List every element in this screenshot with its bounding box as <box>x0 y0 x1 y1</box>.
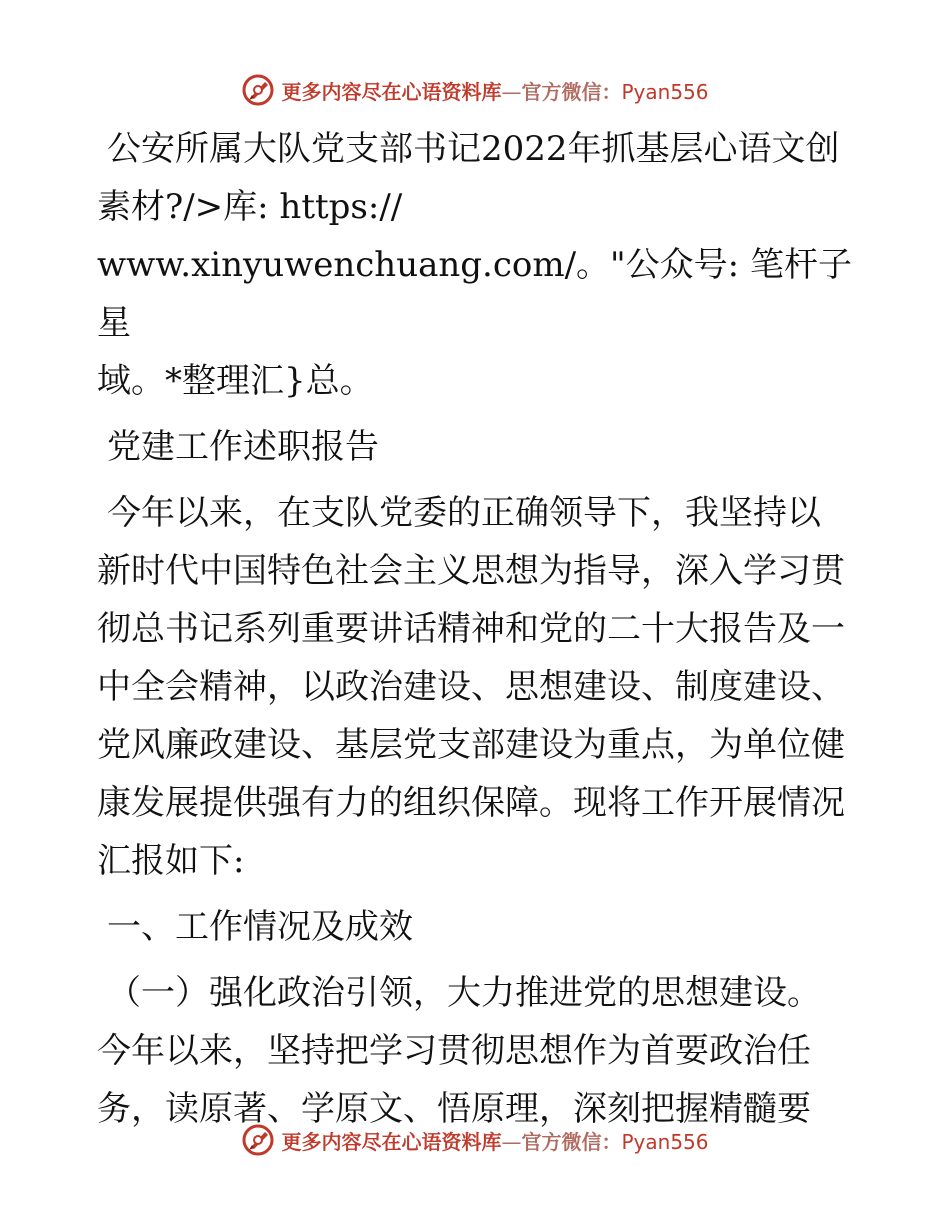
watermark-wechat-id: Pyan556 <box>621 79 709 104</box>
document-body <box>97 120 857 1138</box>
paragraph-line: 汇报如下: <box>97 841 245 881</box>
paragraph-line: 党风廉政建设、基层党支部建设为重点，为单位健 <box>97 725 845 765</box>
watermark-main-text: 更多内容尽在心语资料库 <box>281 1129 502 1154</box>
intro-line: www.xinyuwenchuang.com/。"公众号: 笔杆子星 <box>97 245 852 343</box>
header-watermark <box>0 68 950 112</box>
watermark-main-text: 更多内容尽在心语资料库 <box>281 79 502 104</box>
document-title: 党建工作述职报告 <box>107 427 379 467</box>
paragraph-line: 今年以来，坚持把学习贯彻思想作为首要政治任 <box>97 1031 811 1071</box>
paragraph-line: 彻总书记系列重要讲话精神和党的二十大报告及一 <box>97 609 845 649</box>
footer-watermark <box>0 1118 950 1162</box>
watermark-official-label: 官方微信： <box>521 79 622 104</box>
watermark-text <box>281 76 708 105</box>
paragraph-line: 务，读原著、学原文、悟原理，深刻把握精髓要 <box>97 1089 811 1129</box>
watermark-official-label: 官方微信： <box>521 1129 622 1154</box>
watermark-separator: — <box>501 79 522 104</box>
quill-pen-logo-icon <box>241 73 275 107</box>
quill-pen-logo-icon <box>241 1123 275 1157</box>
watermark-wechat-id: Pyan556 <box>621 1129 709 1154</box>
intro-line: 素材?/>库: https:// <box>97 187 403 227</box>
paragraph-line: 新时代中国特色社会主义思想为指导，深入学习贯 <box>97 551 845 591</box>
watermark-separator: — <box>501 1129 522 1154</box>
intro-line: 公安所属大队党支部书记2022年抓基层心语文创 <box>107 129 840 169</box>
paragraph-line: 今年以来，在支队党委的正确领导下，我坚持以 <box>107 493 821 533</box>
intro-line: 域。*整理汇}总。 <box>97 361 374 401</box>
watermark-text <box>281 1126 708 1155</box>
paragraph-line: 康发展提供强有力的组织保障。现将工作开展情况 <box>97 783 845 823</box>
paragraph-line: 中全会精神，以政治建设、思想建设、制度建设、 <box>97 667 845 707</box>
subsection-line: （一）强化政治引领，大力推进党的思想建设。 <box>107 973 821 1013</box>
section-heading: 一、工作情况及成效 <box>107 907 413 947</box>
